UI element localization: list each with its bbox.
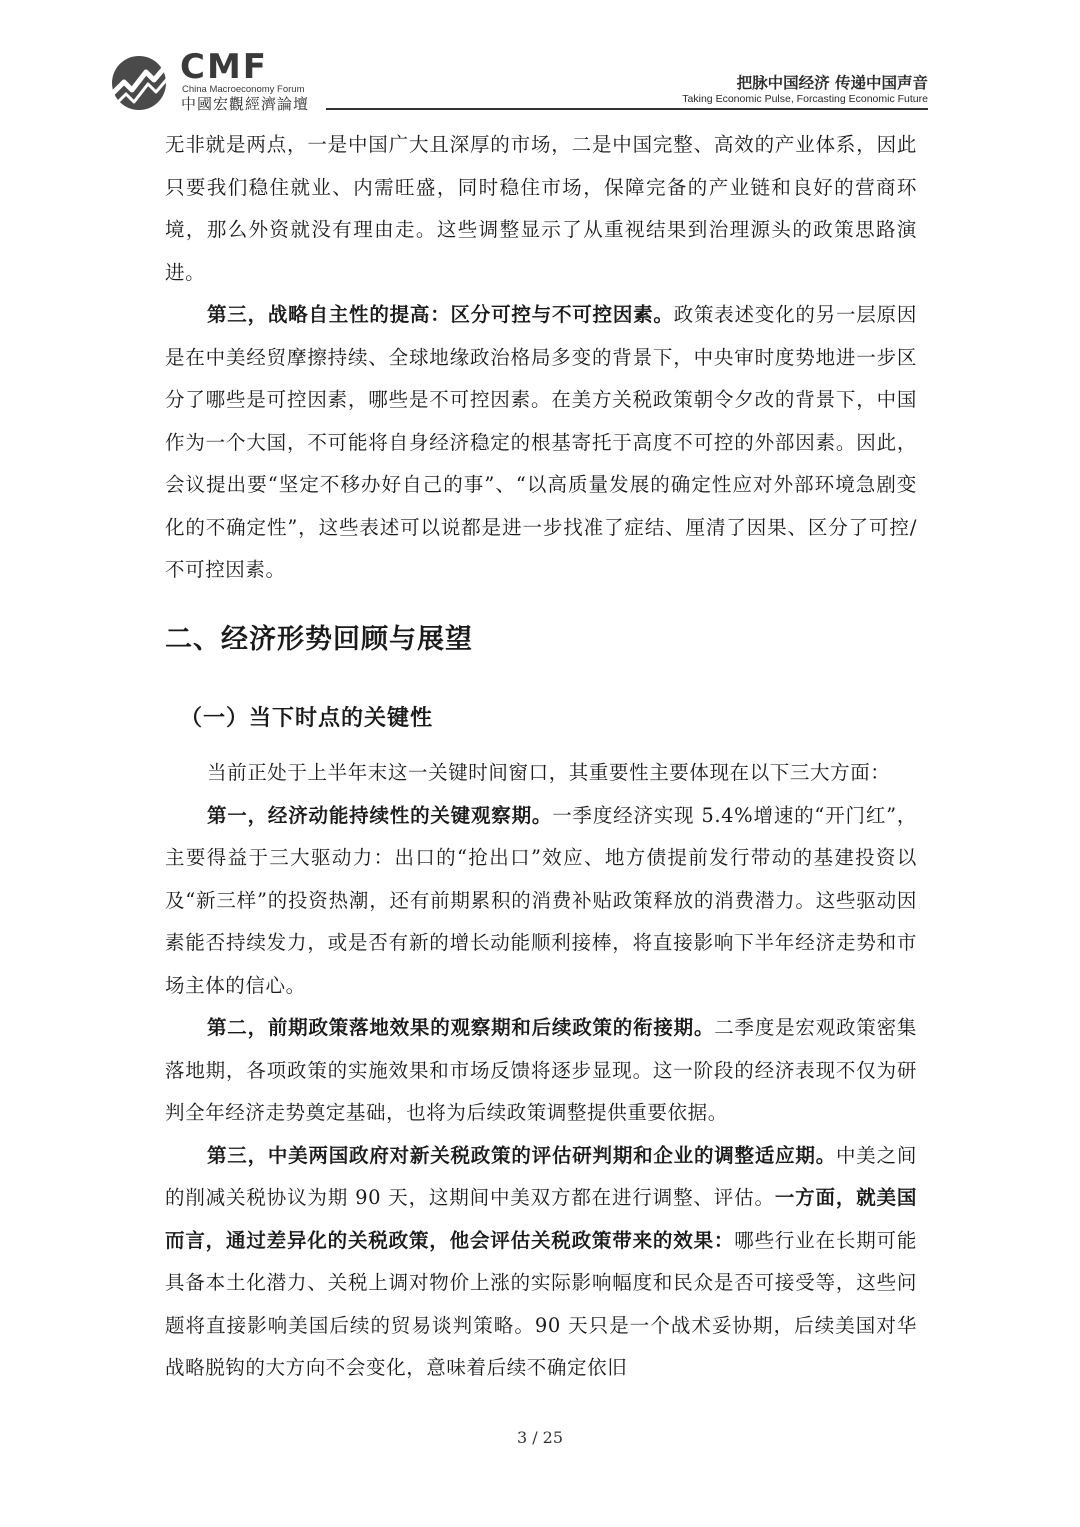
paragraph-text: 中美之间的削减关税协议为期 90 天，这期间中美双方都在进行调整、评估。 [165, 1143, 917, 1209]
paragraph-lead: 第二，前期政策落地效果的观察期和后续政策的衔接期。 [207, 1016, 715, 1039]
paragraph-text: 哪些行业在长期可能具备本土化潜力、关税上调对物价上涨的实际影响幅度和民众是否可接受等，这些问题将直接影响美国后续的贸易谈判策略。90 天只是一个战术妥协期，后续美国对华战略脱钩的大方向不会变化，意味着后续不确定依旧 [165, 1228, 917, 1379]
paragraph-text: 一季度经济实现 5.4%增速的“开门红”，主要得益于三大驱动力：出口的“抢出口”效应、地方债提前发行带动的基建投资以及“新三样”的投资热潮，还有前期累积的消费补贴政策释放的消费潜力。这些驱动因素能否持续发力，或是否有新的增长动能顺利接棒，将直接影响下半年经济走势和市场主体的信心。 [165, 803, 918, 997]
page-number: 3 / 25 [516, 1428, 564, 1447]
paragraph-emphasis: 一方面，就美国而言，通过差异化的关税政策，他会评估关税政策带来的效果： [165, 1186, 917, 1252]
paragraph-first-point [165, 795, 917, 1008]
paragraph-intro: 当前正处于上半年末这一关键时间窗口，其重要性主要体现在以下三大方面： [207, 761, 891, 784]
header-slogan-english: Taking Economic Pulse, Forcasting Economic Future [682, 93, 928, 105]
paragraph-lead: 第三，中美两国政府对新关税政策的评估研判期和企业的调整适应期。 [207, 1143, 837, 1167]
paragraph-lead: 第三，战略自主性的提高：区分可控与不可控因素。 [207, 303, 674, 326]
header-slogan-chinese: 把脉中国经济 传递中国声音 [736, 74, 928, 92]
paragraph-continuation [165, 124, 917, 294]
cmf-logo-icon [108, 54, 170, 112]
paragraph-text: 政策表述变化的另一层原因是在中美经贸摩擦持续、全球地缘政治格局多变的背景下，中央审时度势地进一步区分了哪些是可控因素，哪些是不可控因素。在美方关税政策朝令夕改的背景下，中国作为一个大国，不可能将自身经济稳定的根基寄托于高度不可控的外部因素。因此，会议提出要“坚定不移办好自己的事”、“以高质量发展的确定性应对外部环境急剧变化的不确定性”，这些表述可以说都是进一步找准了症结、厘清了因果、区分了可控/不可控因素。 [165, 303, 917, 581]
section2-body [165, 752, 917, 1390]
paragraph-second-point [165, 1007, 917, 1135]
section1-body [165, 124, 917, 592]
logo-english-name: China Macroeconomy Forum [182, 84, 305, 95]
paragraph-strategic-autonomy [165, 294, 917, 592]
paragraph-third-point [165, 1135, 917, 1390]
paragraph-lead: 第一，经济动能持续性的关键观察期。 [207, 803, 553, 827]
paragraph-text: 无非就是两点，一是中国广大且深厚的市场，二是中国完整、高效的产业体系，因此只要我们稳住就业、内需旺盛，同时稳住市场，保障完备的产业链和良好的营商环境，那么外资就没有理由走。这些调整显示了从重视结果到治理源头的政策思路演进。 [165, 133, 917, 284]
header-divider [326, 108, 928, 110]
section-heading: 二、经济形势回顾与展望 [165, 624, 473, 655]
logo-abbreviation: CMF [180, 47, 269, 87]
paragraph-text: 二季度是宏观政策密集落地期，各项政策的实施效果和市场反馈将逐步显现。这一阶段的经济表现不仅为研判全年经济走势奠定基础，也将为后续政策调整提供重要依据。 [165, 1016, 917, 1124]
subsection-heading: （一）当下时点的关键性 [180, 706, 434, 731]
page-header [0, 0, 1080, 120]
logo-chinese-name: 中國宏觀經濟論壇 [181, 95, 310, 113]
